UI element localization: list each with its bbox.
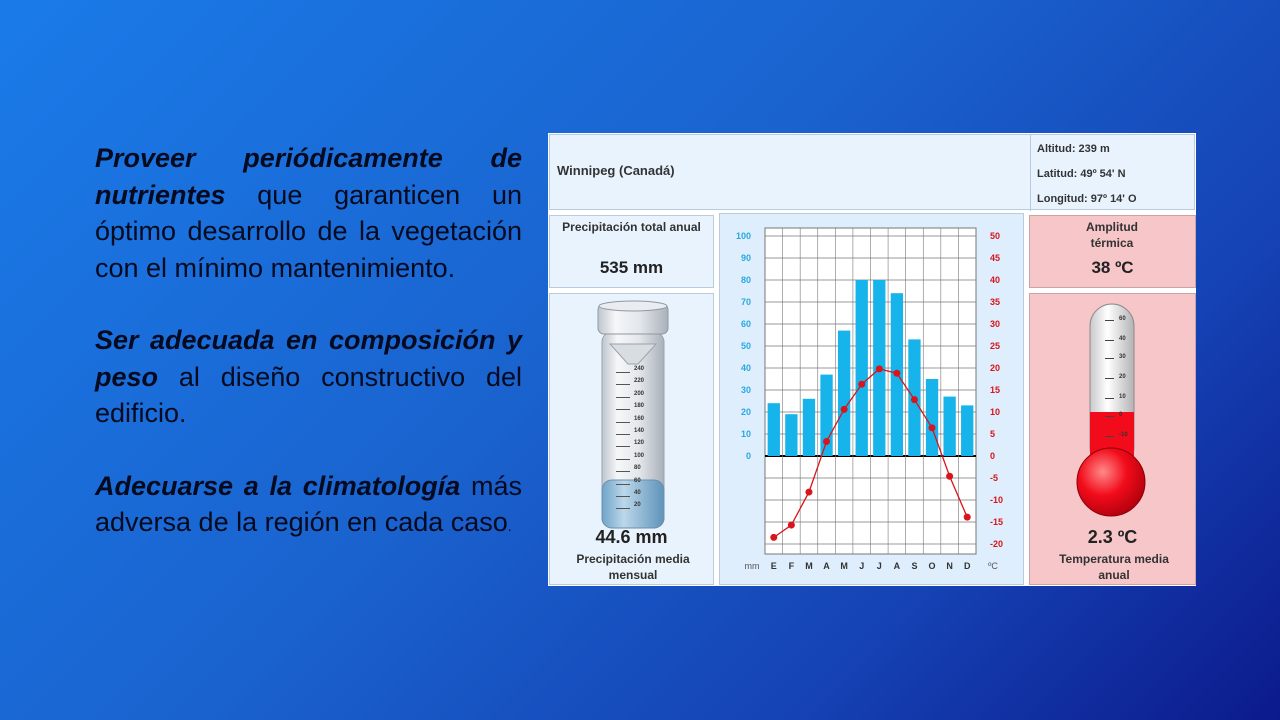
month-label: S: [911, 561, 918, 571]
precipitation-bar: [926, 379, 938, 456]
thermometer-tick: [1105, 436, 1114, 437]
paragraph-weight-rest: al diseño constructivo del edificio.: [95, 361, 522, 428]
left-axis-tick-label: 30: [740, 385, 751, 395]
month-label: J: [859, 561, 865, 571]
cylinder-tick: [616, 434, 630, 435]
cylinder-tick: [616, 484, 630, 485]
temperature-point: [788, 522, 795, 529]
paragraph-climate: [95, 468, 522, 545]
thermometer-tick: [1105, 358, 1114, 359]
cylinder-tick-label: 120: [634, 440, 645, 447]
precip-mean-box: [549, 293, 714, 585]
right-axis-tick-label: -15: [990, 517, 1004, 527]
cylinder-tick-label: 80: [634, 465, 641, 472]
amplitude-title: Amplitud térmica: [1086, 220, 1138, 250]
thermometer-tick-label: 30: [1119, 354, 1126, 360]
climograph-chart: [720, 214, 1023, 584]
cylinder-tick: [616, 397, 630, 398]
climograph-panel: [548, 133, 1196, 586]
month-label: E: [770, 561, 777, 571]
month-label: O: [928, 561, 936, 571]
precip-total-title: Precipitación total anual: [562, 220, 701, 234]
thermometer-tick-label: 20: [1119, 374, 1126, 380]
right-axis-tick-label: 30: [990, 319, 1001, 329]
right-axis-tick-label: 45: [990, 253, 1001, 263]
left-axis-tick-label: 40: [740, 363, 751, 373]
paragraph-nutrients: [95, 140, 522, 286]
right-axis-tick-label: 50: [990, 231, 1001, 241]
left-axis-tick-label: 0: [745, 451, 751, 461]
temperature-point: [858, 381, 865, 388]
cylinder-tick: [616, 422, 630, 423]
climograph-header: [549, 134, 1195, 210]
paragraph-climate-tail: .: [507, 518, 512, 534]
cylinder-tick-label: 40: [634, 490, 641, 496]
paragraph-nutrients-bold: Proveer periódicamente de nutrientes: [95, 143, 522, 210]
climograph-chart-box: [719, 213, 1024, 585]
month-label: M: [805, 561, 813, 571]
cylinder-tick: [616, 372, 630, 373]
amplitude-box: [1029, 215, 1196, 288]
temperature-point: [876, 365, 883, 372]
month-label: F: [788, 561, 795, 571]
thermometer-tick: [1105, 416, 1114, 417]
cylinder-tick: [616, 508, 630, 509]
thermometer-tick-label: 60: [1119, 316, 1126, 322]
left-axis-tick-label: 10: [740, 429, 751, 439]
precip-total-value: 535 mm: [599, 258, 664, 277]
precipitation-bar: [943, 397, 955, 456]
right-axis-tick-label: 0: [990, 451, 996, 461]
right-axis-tick-label: -20: [990, 539, 1004, 549]
temperature-point: [841, 406, 848, 413]
temperature-point: [929, 424, 936, 431]
cylinder-tick-label: 100: [634, 452, 645, 459]
paragraph-climate-rest: más adversa de la región en cada caso: [95, 470, 523, 537]
temp-mean-value: 2.3 ºC: [1087, 527, 1138, 547]
precipitation-bar: [785, 414, 797, 456]
left-axis-tick-label: 50: [740, 341, 751, 351]
right-axis-tick-label: 10: [990, 407, 1001, 417]
month-label: A: [823, 561, 830, 571]
longitude-label: Longitud: 97º 14' O: [1037, 193, 1137, 205]
temperature-point: [770, 534, 777, 541]
cylinder-tick: [616, 384, 630, 385]
precipitation-bar: [856, 280, 868, 456]
left-axis-tick-label: 90: [740, 253, 751, 263]
thermometer-tick: [1105, 340, 1114, 341]
cylinder-tick: [616, 496, 630, 497]
city-name: Winnipeg (Canadá): [557, 163, 675, 178]
month-label: D: [963, 561, 971, 571]
cylinder-tick-label: 60: [634, 477, 641, 484]
altitude-label: Altitud: 239 m: [1037, 143, 1110, 155]
right-axis-unit: ºC: [988, 561, 998, 571]
cylinder-tick: [616, 471, 630, 472]
month-label: J: [876, 561, 882, 571]
precipitation-bar: [768, 403, 780, 456]
cylinder-tick-label: 220: [634, 378, 645, 385]
month-label: N: [946, 561, 953, 571]
temperature-point: [964, 514, 971, 521]
precipitation-bar: [961, 405, 973, 456]
right-axis-tick-label: -5: [990, 473, 999, 483]
thermometer-icon: [1030, 294, 1195, 524]
thermometer-tick: [1105, 320, 1114, 321]
left-axis-tick-label: 100: [735, 231, 751, 241]
right-axis-tick-label: 25: [990, 341, 1001, 351]
header-divider: [1030, 135, 1031, 211]
thermometer-tick-label: 40: [1119, 336, 1126, 342]
cylinder-tick: [616, 459, 630, 460]
thermometer-tick-label: 10: [1119, 394, 1126, 400]
right-axis-tick-label: 5: [990, 429, 996, 439]
precipitation-bar: [803, 399, 815, 456]
left-axis-tick-label: 60: [740, 319, 751, 329]
temperature-point: [805, 489, 812, 496]
right-axis-tick-label: 35: [990, 297, 1001, 307]
temperature-point: [893, 370, 900, 377]
thermometer-tick-label: -10: [1119, 432, 1128, 438]
cylinder-tick: [616, 446, 630, 447]
paragraph-climate-bold: Adecuarse a la climatología: [95, 470, 461, 501]
temperature-point: [911, 396, 918, 403]
month-label: M: [840, 561, 848, 571]
cylinder-tick-label: 180: [634, 403, 645, 410]
right-axis-tick-label: 40: [990, 275, 1001, 285]
text-column: [95, 140, 522, 581]
graduated-cylinder-icon: [550, 294, 713, 534]
left-axis-tick-label: 70: [740, 297, 751, 307]
cylinder-tick-label: 200: [634, 390, 645, 397]
right-axis-tick-label: -10: [990, 495, 1004, 505]
paragraph-nutrients-rest: que garanticen un óptimo desarrollo de la vegetación con el mínimo mantenimiento.: [95, 179, 522, 283]
thermometer-tick: [1105, 398, 1114, 399]
temperature-point: [946, 473, 953, 480]
thermometer-tick: [1105, 378, 1114, 379]
temperature-point: [823, 438, 830, 445]
temp-mean-box: [1029, 293, 1196, 585]
temp-mean-title: Temperatura media anual: [1059, 552, 1169, 582]
amplitude-value: 38 ºC: [1091, 258, 1134, 277]
paragraph-weight: [95, 322, 522, 432]
right-axis-tick-label: 15: [990, 385, 1001, 395]
month-label: A: [893, 561, 901, 571]
left-axis-tick-label: 80: [740, 275, 751, 285]
precip-mean-value: 44.6 mm: [595, 527, 668, 547]
right-axis-tick-label: 20: [990, 363, 1001, 373]
thermometer-tick-label: 0: [1119, 412, 1123, 418]
paragraph-weight-bold: Ser adecuada en composición y peso: [95, 325, 522, 392]
cylinder-tick-label: 20: [634, 502, 641, 509]
cylinder-tick-label: 240: [634, 366, 645, 372]
latitude-label: Latitud: 49º 54' N: [1037, 168, 1126, 180]
cylinder-tick: [616, 409, 630, 410]
cylinder-tick-label: 160: [634, 415, 645, 422]
left-axis-unit: mm: [744, 561, 760, 571]
precipitation-bar: [838, 331, 850, 456]
left-axis-tick-label: 20: [740, 407, 751, 417]
cylinder-tick-label: 140: [634, 428, 645, 434]
precip-mean-title: Precipitación media mensual: [576, 552, 690, 582]
precip-total-box: [549, 215, 714, 288]
